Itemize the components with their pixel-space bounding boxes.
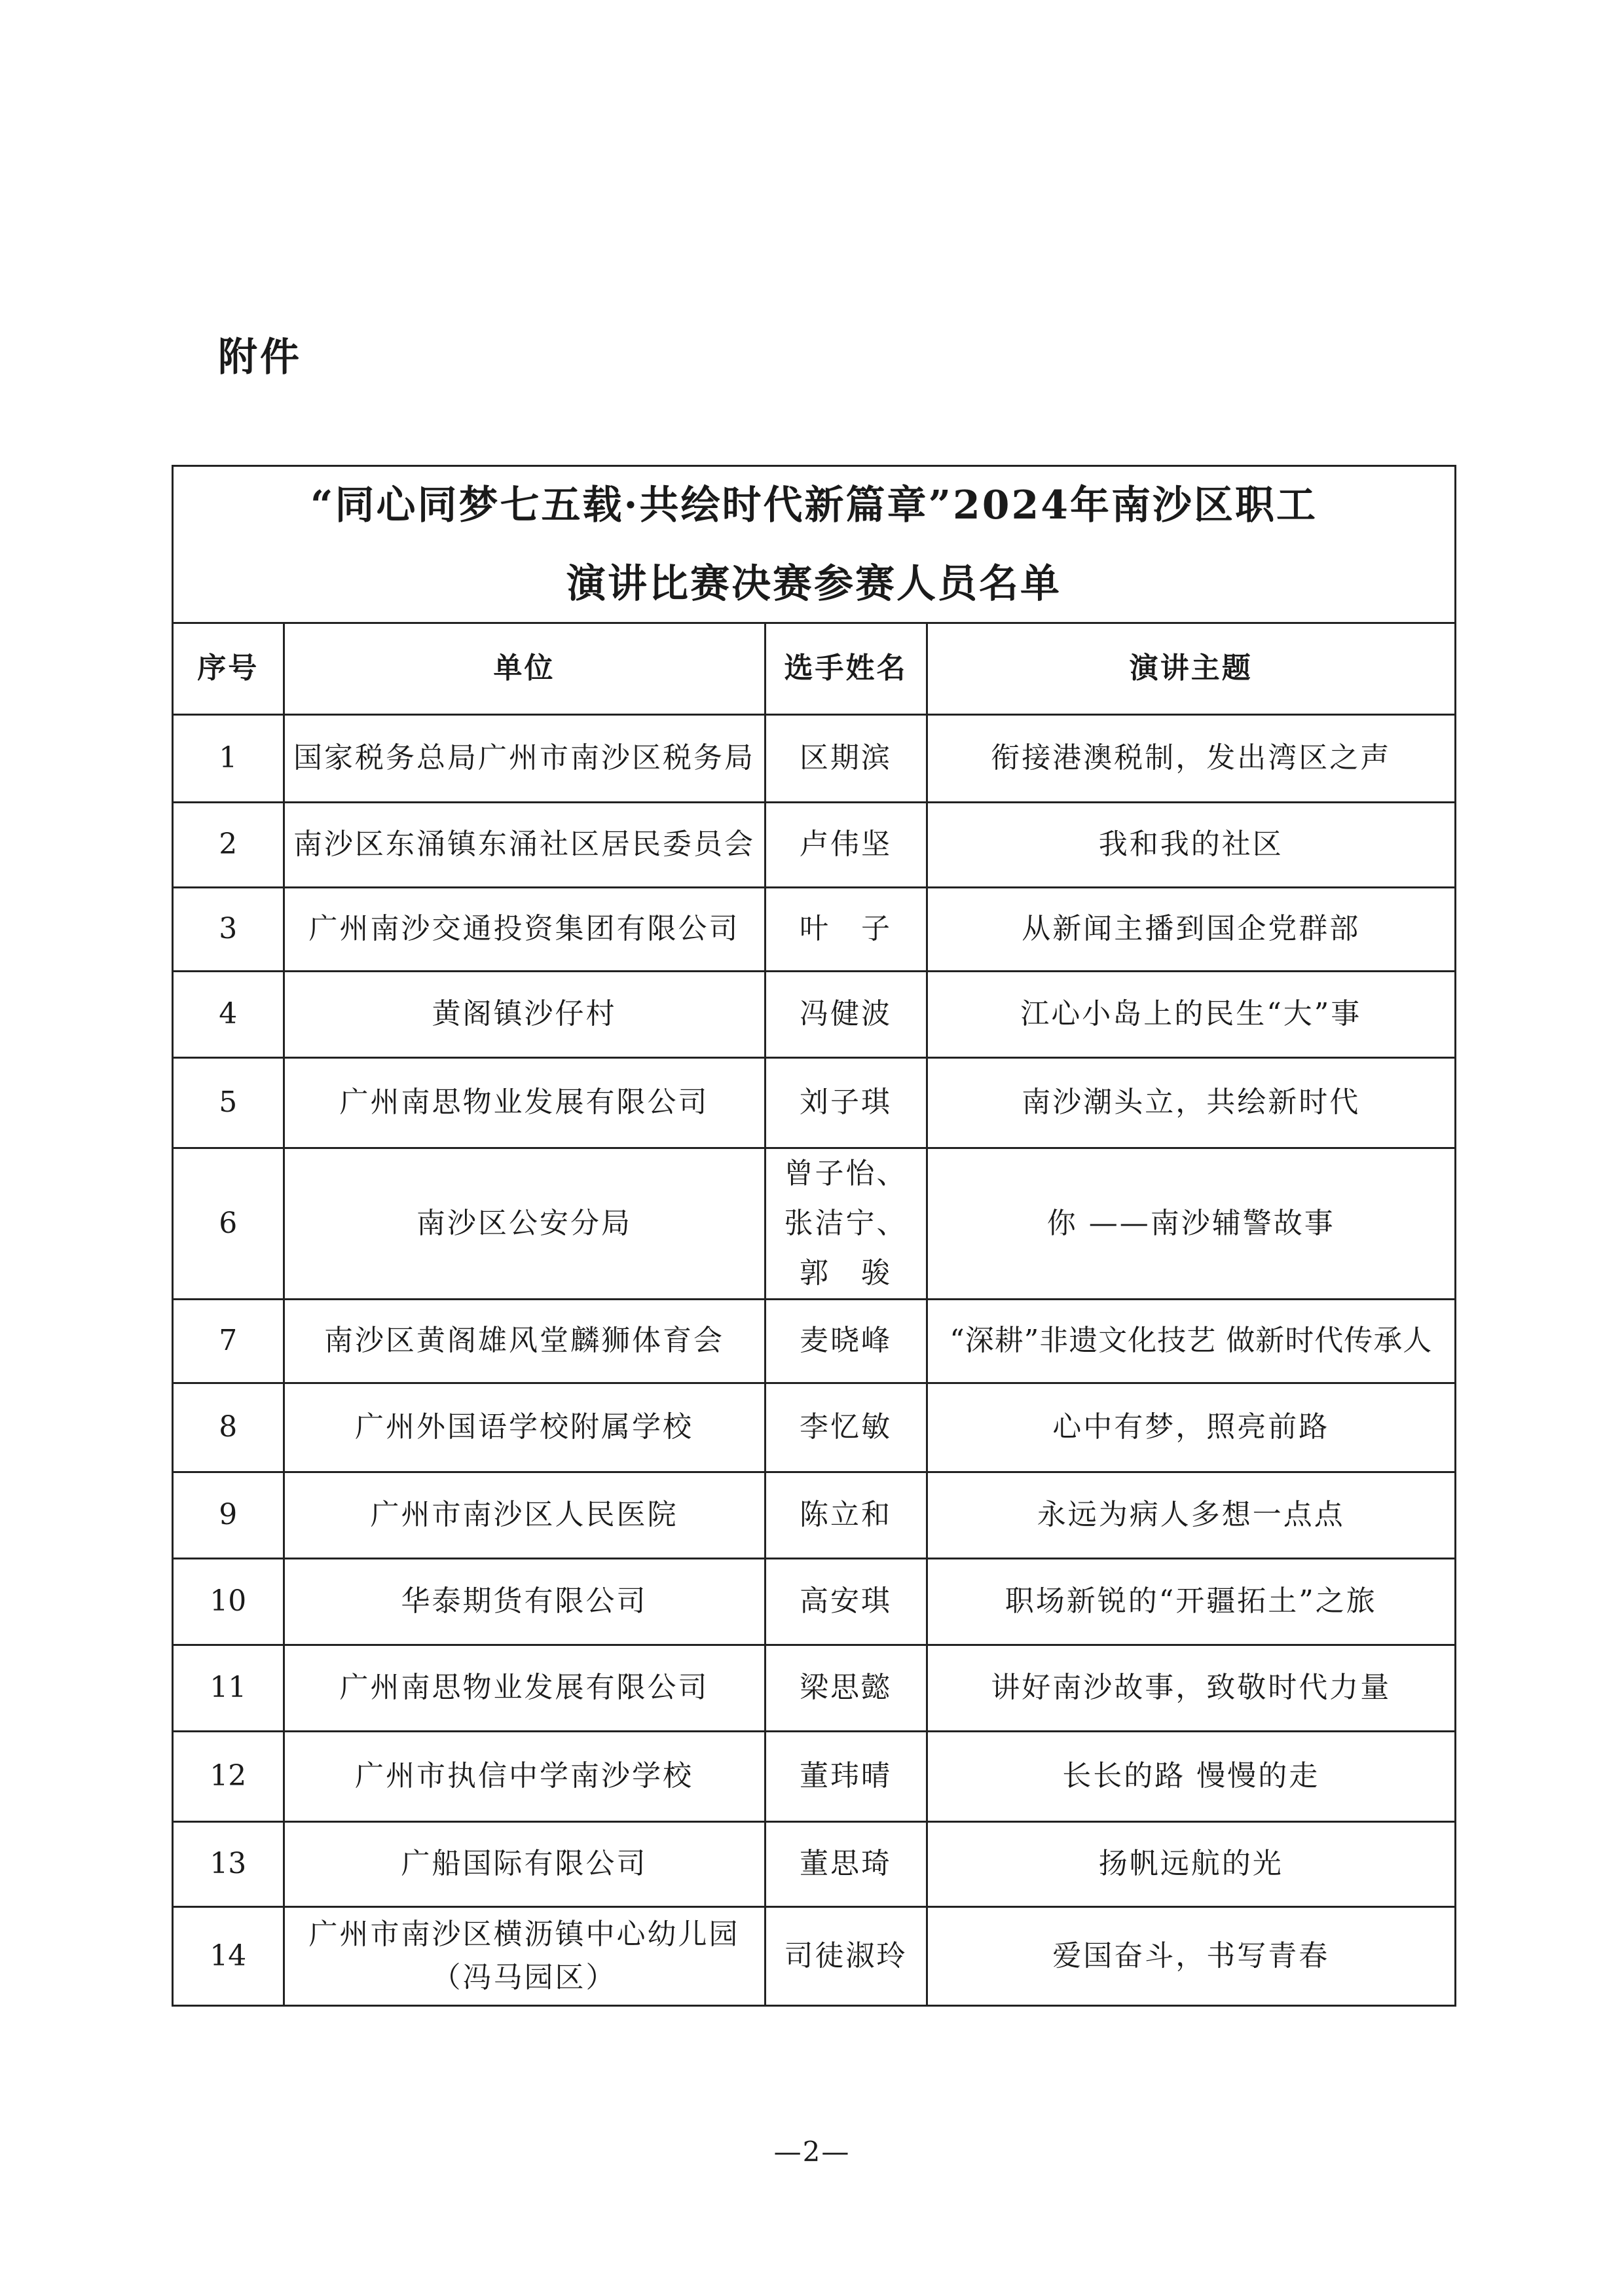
row-topic: 长长的路 慢慢的走: [927, 1731, 1454, 1821]
participant-list-table: [172, 465, 1456, 2007]
row-name-line: 张洁宁、: [784, 1206, 908, 1240]
row-name: 冯健波: [765, 971, 927, 1057]
row-name: 陈立和: [765, 1472, 927, 1558]
row-unit: 华泰期货有限公司: [284, 1558, 765, 1645]
row-unit: 广州市执信中学南沙学校: [284, 1731, 765, 1821]
row-topic: 讲好南沙故事，致敬时代力量: [927, 1645, 1454, 1731]
row-unit: 广州南沙交通投资集团有限公司: [284, 887, 765, 971]
row-name: 刘子琪: [765, 1057, 927, 1148]
table-row: [174, 1148, 1454, 1299]
row-no: 6: [174, 1148, 284, 1299]
table-row: [174, 1299, 1454, 1383]
row-unit: 广州外国语学校附属学校: [284, 1383, 765, 1472]
table-row: [174, 1383, 1454, 1472]
row-name: 董思琦: [765, 1821, 927, 1906]
row-topic: 爱国奋斗，书写青春: [927, 1906, 1454, 2005]
table-row: [174, 971, 1454, 1057]
header-no: 序号: [174, 624, 284, 714]
row-name: 卢伟坚: [765, 802, 927, 887]
table-row: [174, 887, 1454, 971]
row-topic: 江心小岛上的民生“大”事: [927, 971, 1454, 1057]
page-number: —2—: [773, 2136, 851, 2168]
row-unit: 广州南思物业发展有限公司: [284, 1057, 765, 1148]
row-name: 麦晓峰: [765, 1299, 927, 1383]
row-name-line: 曾子怡、: [784, 1156, 908, 1190]
row-name: 梁思懿: [765, 1645, 927, 1731]
row-no: 8: [174, 1383, 284, 1472]
row-name-line: 郭 骏: [800, 1256, 892, 1290]
row-no: 10: [174, 1558, 284, 1645]
table-row: [174, 1558, 1454, 1645]
row-no: 7: [174, 1299, 284, 1383]
attachment-label: 附件: [218, 335, 302, 380]
row-unit: 广州南思物业发展有限公司: [284, 1645, 765, 1731]
row-unit: 广州市南沙区人民医院: [284, 1472, 765, 1558]
header-name: 选手姓名: [765, 624, 927, 714]
row-no: 4: [174, 971, 284, 1057]
row-name: 叶 子: [765, 887, 927, 971]
table-row: [174, 1731, 1454, 1821]
row-no: 5: [174, 1057, 284, 1148]
header-unit: 单位: [284, 624, 765, 714]
row-unit-multi: [284, 1906, 765, 2005]
table-row: [174, 714, 1454, 802]
row-topic: 扬帆远航的光: [927, 1821, 1454, 1906]
row-name-multi: [765, 1148, 927, 1299]
header-topic: 演讲主题: [927, 624, 1454, 714]
row-name: 区期滨: [765, 714, 927, 802]
row-no: 3: [174, 887, 284, 971]
row-topic: 永远为病人多想一点点: [927, 1472, 1454, 1558]
table-row: [174, 1057, 1454, 1148]
row-topic: “深耕”非遗文化技艺 做新时代传承人: [927, 1299, 1454, 1383]
row-unit: 黄阁镇沙仔村: [284, 971, 765, 1057]
table-row: [174, 1906, 1454, 2005]
row-no: 2: [174, 802, 284, 887]
row-no: 13: [174, 1821, 284, 1906]
row-name: 高安琪: [765, 1558, 927, 1645]
row-topic: 职场新锐的“开疆拓土”之旅: [927, 1558, 1454, 1645]
table-title: [174, 467, 1454, 624]
row-no: 1: [174, 714, 284, 802]
table-title-line1: “同心同梦七五载·共绘时代新篇章”2024年南沙区职工: [310, 482, 1318, 528]
row-unit: 广船国际有限公司: [284, 1821, 765, 1906]
row-topic: 南沙潮头立，共绘新时代: [927, 1057, 1454, 1148]
row-unit: 南沙区东涌镇东涌社区居民委员会: [284, 802, 765, 887]
row-topic: 从新闻主播到国企党群部: [927, 887, 1454, 971]
row-unit-line: 广州市南沙区横沥镇中心幼儿园: [308, 1917, 740, 1951]
table-row: [174, 1645, 1454, 1731]
row-no: 9: [174, 1472, 284, 1558]
row-topic: 衔接港澳税制，发出湾区之声: [927, 714, 1454, 802]
row-name: 李忆敏: [765, 1383, 927, 1472]
table-row: [174, 802, 1454, 887]
row-topic: 你 ——南沙辅警故事: [927, 1148, 1454, 1299]
row-name: 司徒淑玲: [765, 1906, 927, 2005]
participant-table: [174, 624, 1454, 2005]
row-topic: 心中有梦，照亮前路: [927, 1383, 1454, 1472]
table-title-line2: 演讲比赛决赛参赛人员名单: [566, 560, 1061, 607]
row-no: 14: [174, 1906, 284, 2005]
row-no: 12: [174, 1731, 284, 1821]
table-row: [174, 1821, 1454, 1906]
row-name: 董玮晴: [765, 1731, 927, 1821]
row-topic: 我和我的社区: [927, 802, 1454, 887]
row-unit: 南沙区公安分局: [284, 1148, 765, 1299]
row-unit: 国家税务总局广州市南沙区税务局: [284, 714, 765, 802]
header-row: [174, 624, 1454, 714]
row-unit-line: （冯马园区）: [432, 1960, 617, 1994]
table-row: [174, 1472, 1454, 1558]
row-unit: 南沙区黄阁雄风堂麟狮体育会: [284, 1299, 765, 1383]
row-no: 11: [174, 1645, 284, 1731]
